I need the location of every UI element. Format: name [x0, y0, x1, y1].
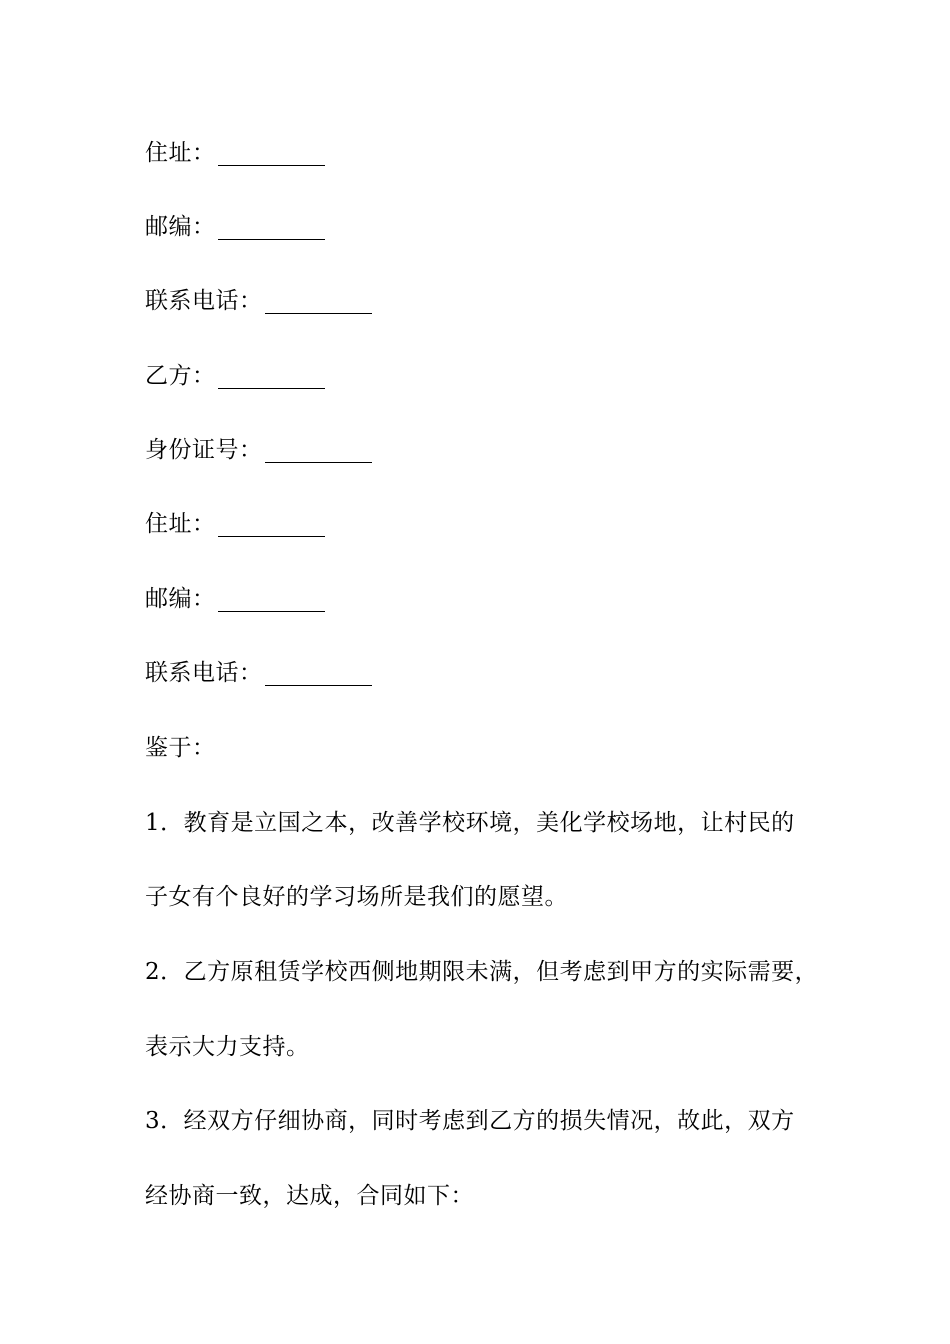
party-a-phone-row: [145, 286, 372, 316]
party-a-address-blank[interactable]: [218, 143, 325, 166]
clause-1-line-2: 子女有个良好的学习场所是我们的愿望。: [145, 884, 568, 910]
party-a-postcode-label: 邮编：: [145, 214, 216, 240]
party-a-postcode-row: [145, 212, 325, 242]
party-a-phone-label: 联系电话：: [145, 288, 263, 314]
party-b-address-row: [145, 509, 325, 539]
clause-1-line-1: 1．教育是立国之本，改善学校环境，美化学校场地，让村民的: [145, 810, 795, 836]
party-b-phone-blank[interactable]: [265, 663, 372, 686]
party-a-phone-blank[interactable]: [265, 291, 372, 314]
clause-2-line-1: 2．乙方原租赁学校西侧地期限未满，但考虑到甲方的实际需要，: [145, 959, 819, 985]
party-a-address-row: [145, 138, 325, 168]
party-b-id-row: [145, 435, 372, 465]
party-b-address-blank[interactable]: [218, 514, 325, 537]
clause-3-line-1: 3．经双方仔细协商，同时考虑到乙方的损失情况，故此，双方: [145, 1108, 795, 1134]
party-b-address-label: 住址：: [145, 511, 216, 537]
party-b-postcode-label: 邮编：: [145, 586, 216, 612]
party-b-name-blank[interactable]: [218, 366, 325, 389]
party-a-address-label: 住址：: [145, 140, 216, 166]
party-b-name-row: [145, 361, 325, 391]
party-b-id-blank[interactable]: [265, 440, 372, 463]
party-a-postcode-blank[interactable]: [218, 217, 325, 240]
party-b-phone-row: [145, 658, 372, 688]
party-b-postcode-row: [145, 584, 325, 614]
whereas-heading: 鉴于：: [145, 735, 216, 761]
clause-2-line-2: 表示大力支持。: [145, 1034, 310, 1060]
party-b-postcode-blank[interactable]: [218, 589, 325, 612]
clause-3-line-2: 经协商一致，达成，合同如下：: [145, 1183, 474, 1209]
party-b-id-label: 身份证号：: [145, 437, 263, 463]
party-b-phone-label: 联系电话：: [145, 660, 263, 686]
party-b-name-label: 乙方：: [145, 363, 216, 389]
